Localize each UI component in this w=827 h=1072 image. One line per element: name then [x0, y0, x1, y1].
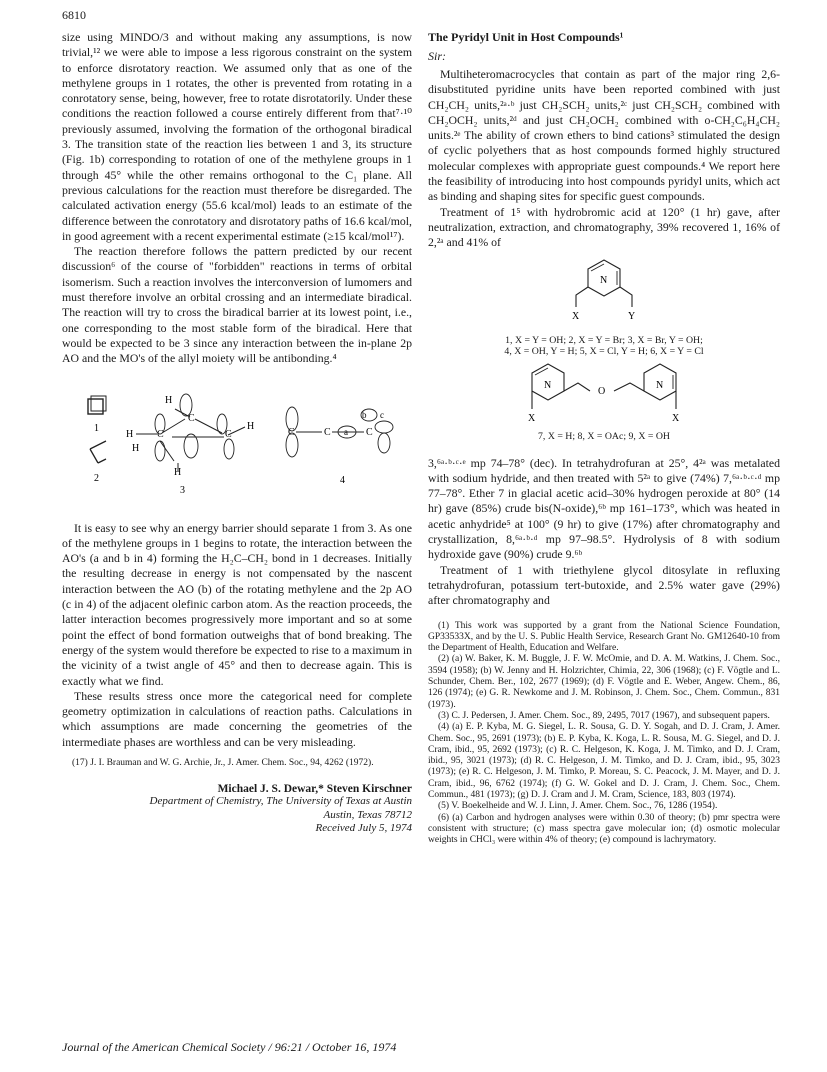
- svg-text:C: C: [157, 428, 164, 440]
- svg-text:H: H: [174, 466, 182, 478]
- svg-text:Y: Y: [628, 310, 636, 322]
- right-paragraph-1: Multiheteromacrocycles that contain as part of the major ring 2,6-disubstituted pyridine units have been reported combined with just CH₂CH₂ units,²ᵃ·ᵇ just CH₂SCH₂ units,²ᶜ just CH₂SCH₂ combined with CH₂OCH₂ units,²ᵈ and just CH₂OCH₂ combined with o-CH₂C₆H₄CH₂ units.²ᵉ The ability of crown ethers to bind cations³ stimulated the design of cyclic polyethers that as host compounds formed highly structured molecular complexes with appropriate guest compounds.⁴ We report here the feasibility of introducing into host compounds pyridyl units, which act as binding and shaping sites for specific guest compounds.: [428, 67, 780, 204]
- svg-text:N: N: [544, 379, 552, 391]
- svg-text:a: a: [344, 426, 348, 437]
- caption-7-9: 7, X = H; 8, X = OAc; 9, X = OH: [538, 430, 670, 442]
- right-paragraph-3: 3,⁶ᵃ·ᵇ·ᶜ·ᵉ mp 74–78° (dec). In tetrahydrofuran at 25°, 4²ᵃ was metalated with sodium hydride, and then treated with 5²ᵃ to give (74%) 7,⁶ᵃ·ᵇ·ᶜ·ᵈ mp 77–78°. Ether 7 in glacial acetic acid–30% hydrogen peroxide at 80° (14 hr) gave (85%) crude bis(N-oxide),⁶ᵇ mp 161–173°, which was heated in acetic anhydride⁵ at 100° (9 hr) to give (17%) after chromatography and crystallization, 8,⁶ᵃ·ᵇ·ᵈ mp 97–98.5°. Hydrolysis of 8 with sodium hydroxide gave (90%) crude 9.⁶ᵇ: [428, 455, 780, 562]
- article-title: The Pyridyl Unit in Host Compounds¹: [428, 30, 624, 44]
- svg-text:C: C: [288, 426, 295, 438]
- caption-1-3: 1, X = Y = OH; 2, X = Y = Br; 3, X = Br, Y = OH;: [505, 334, 703, 346]
- received-date: Received July 5, 1974: [315, 822, 412, 835]
- affiliation-2: Austin, Texas 78712: [323, 808, 412, 821]
- footnote-1: (1) This work was supported by a grant from the National Science Foundation, GP33533X, and by the U. S. Public Health Service, Research Grant No. GM12640-10 from the Department of Health, Education and Welfare.: [428, 620, 780, 654]
- svg-text:H: H: [165, 394, 173, 406]
- footnote-3: (3) C. J. Pedersen, J. Amer. Chem. Soc., 89, 2495, 7017 (1967), and subsequent papers.: [438, 710, 770, 721]
- svg-text:C: C: [366, 426, 373, 438]
- page-number: 6810: [62, 8, 86, 22]
- svg-text:X: X: [672, 412, 680, 424]
- journal-footer: Journal of the American Chemical Society / 96:21 / October 16, 1974: [62, 1040, 397, 1054]
- left-paragraph-2: The reaction therefore follows the pattern predicted by our recent discussion⁶ of the course of "forbidden" reactions in terms of orbital isomerism. Such a reaction involves the interconversion of lumomers and must therefore involve an orbital crossing and an intermediate biradical. The reaction will try to cross the biradical barrier at its lowest point, i.e., one corresponding to the most stable form of the biradical. Here that would be expected to be 3 since any interaction between the in-plane 2p AO and the MO's of the allyl moiety will be antibonding.⁴: [62, 244, 412, 366]
- svg-text:C: C: [225, 428, 232, 440]
- salutation: Sir:: [428, 49, 446, 63]
- pyridine-structure-1-6: [428, 255, 780, 335]
- pyridine-ether-structure-7-9: [428, 361, 780, 431]
- svg-text:c: c: [380, 409, 384, 420]
- orbital-figure: [62, 391, 412, 511]
- svg-text:b: b: [362, 409, 367, 420]
- label-2: 2: [94, 472, 99, 484]
- right-column: [428, 30, 780, 846]
- caption-4-6: 4, X = OH, Y = H; 5, X = Cl, Y = H; 6, X = Y = Cl: [504, 345, 704, 357]
- svg-text:N: N: [656, 379, 664, 391]
- svg-text:C: C: [324, 426, 331, 438]
- reference-17: (17) J. I. Brauman and W. G. Archie, Jr., J. Amer. Chem. Soc., 94, 4262 (1972).: [72, 757, 374, 768]
- left-paragraph-3: It is easy to see why an energy barrier should separate 1 from 3. As one of the methylene groups in 1 begins to rotate, the interaction between the AO's (a and b in 4) forming the H₂C–CH₂ bond in 1 decreases. Initially the resulting decrease in energy is not compensated by the nascent interaction between the AO (b) of the rotating methylene and the 2p AO (c in 4) of the adjacent olefinic carbon atom. As the reaction proceeds, the latter interaction becomes progressively more important and so at some point the effect of bond formation outweighs that of bond breaking. The energy of the system would therefore be expected to rise to a maximum in the vicinity of a twist angle of 45° and then to decrease again. This is exactly what we find.: [62, 520, 412, 688]
- footnote-4: (4) (a) E. P. Kyba, M. G. Siegel, L. R. Sousa, G. D. Y. Sogah, and D. J. Cram, J. Amer. Chem. Soc., 95, 2691 (1973); (b) E. P. Kyba, K. Koga, L. R. Sousa, M. G. Siegel, and D. J. Cram, ibid., 95, 2692 (1973); (c) R. C. Helgeson, K. Koga, J. M. Timko, and D. J. Cram, ibid., 95, 3021 (1973); (d) R. C. Helgeson, J. M. Timko, and D. J. Cram, ibid., 95, 3023 (1973); (e) R. C. Helgeson, J. M. Timko, P. Moreau, S. C. Peacock, J. M. Mayer, and D. J. Cram, ibid., 96, 6762 (1974); (f) G. W. Gokel and D. J. Cram, J. Chem. Soc., Chem. Commun., 481 (1973); (g) D. J. Cram and J. M. Cram, Science, 183, 803 (1974).: [428, 722, 780, 800]
- authors: Michael J. S. Dewar,* Steven Kirschner: [217, 783, 412, 796]
- svg-text:X: X: [572, 310, 580, 322]
- left-paragraph-4: These results stress once more the categorical need for complete geometry optimization in calculations of reaction paths. Calculations in which assumptions are made concerning the geometries of the intermediate phases are worthless and can be very misleading.: [62, 688, 412, 749]
- svg-text:N: N: [600, 274, 608, 286]
- right-paragraph-2: Treatment of 1⁵ with hydrobromic acid at 120° (1 hr) gave, after neutralization, extraction, and chromatography, 39% recovered 1, 16% of 2,²ᵃ and 41% of: [428, 204, 780, 250]
- label-3: 3: [180, 484, 185, 496]
- label-4: 4: [340, 474, 345, 486]
- footnote-2: (2) (a) W. Baker, K. M. Buggle, J. F. W. McOmie, and D. A. M. Watkins, J. Chem. Soc., 3594 (1958); (b) W. Jenny and H. Holzrichter, Chimia, 22, 306 (1968); (c) F. Vögtle and L. Schunder, Chem. Ber., 102, 2677 (1969); (d) F. Vögtle and E. Weber, Angew. Chem., 86, 126 (1974); (e) G. R. Newkome and J. M. Robinson, J. Chem. Soc., Chem. Commun., 831 (1973).: [428, 654, 780, 710]
- right-paragraph-4: Treatment of 1 with triethylene glycol ditosylate in refluxing tetrahydrofuran, potassium tert-butoxide, and 2.5% water gave (29%) after chromatography and: [428, 562, 780, 608]
- left-paragraph-1: size using MINDO/3 and without making any assumptions, is now trivial,¹² we were able to impose a less rigorous constraint on the system to enforce disrotatory reaction. We assumed only that as one of the methylene groups in 1 rotates, the other is prevented from rotating in a conrotatory sense, being, however, free to rotate disrotatorily. Under these conditions the reaction followed a course entirely different from that⁷·¹⁰ previously assumed, involving the formation of the orthogonal biradical 3. The transition state of the reaction lies between 1 and 3, its structure (Fig. 1b) corresponding to rotation of one of the methylene groups in 1 through 45° while the other remains orthogonal to the C₁ plane. All previous calculations for the reaction must therefore be disregarded. The calculated activation energy (55.6 kcal/mol) leads to an estimate of the difference between the conrotatory and disrotatory paths of 16.6 kcal/mol, in good agreement with a recent experimental estimate (≥15 kcal/mol¹⁷).: [62, 30, 412, 243]
- label-1: 1: [94, 422, 99, 434]
- svg-text:O: O: [598, 385, 606, 397]
- footnote-6: (6) (a) Carbon and hydrogen analyses were within 0.30 of theory; (b) pmr spectra were consistent with structure; (c) mass spectra gave molecular ion; (d) osmotic molecular weights in CHCl₃ were within 4% of theory; (e) compound is lachrymatory.: [428, 812, 780, 846]
- footnotes: [428, 621, 780, 847]
- footnote-5: (5) V. Boekelheide and W. J. Linn, J. Amer. Chem. Soc., 76, 1286 (1954).: [438, 801, 718, 812]
- affiliation-1: Department of Chemistry, The University of Texas at Austin: [149, 795, 412, 808]
- svg-text:C: C: [188, 412, 195, 424]
- svg-text:H: H: [126, 428, 134, 440]
- svg-text:H: H: [132, 442, 140, 454]
- left-column: [62, 30, 412, 836]
- svg-text:X: X: [528, 412, 536, 424]
- svg-text:H: H: [247, 420, 255, 432]
